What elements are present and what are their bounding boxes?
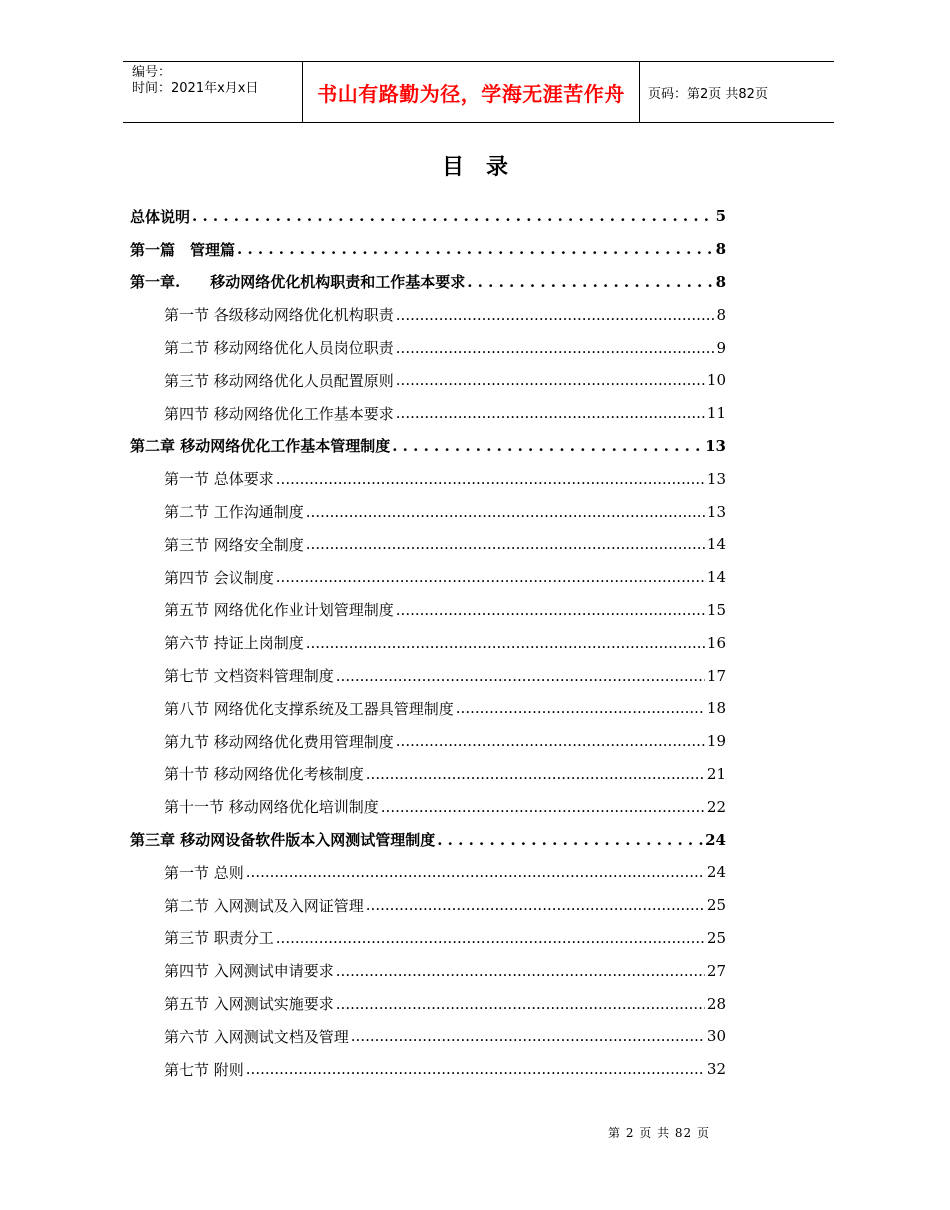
toc-entry[interactable]	[130, 200, 726, 233]
toc-dot-leader	[246, 863, 705, 881]
toc-entry-page: 22	[706, 797, 726, 816]
toc-dot-leader	[456, 699, 705, 717]
toc-entry-page: 27	[706, 961, 726, 980]
toc-entry[interactable]	[130, 462, 726, 495]
header-meta	[123, 62, 303, 122]
toc-dot-leader	[396, 339, 715, 357]
toc-entry[interactable]	[130, 889, 726, 922]
toc-entry-page: 8	[715, 272, 726, 291]
toc-entry[interactable]	[130, 364, 726, 397]
toc-entry-page: 28	[706, 994, 726, 1013]
toc-entry[interactable]	[130, 594, 726, 627]
page-header	[123, 61, 834, 123]
toc-entry-page: 14	[706, 568, 726, 587]
toc-dot-leader	[336, 995, 705, 1013]
toc-dot-leader	[306, 535, 705, 553]
document-time-label: 时间：2021年x月x日	[132, 81, 259, 96]
toc-entry[interactable]	[130, 758, 726, 791]
page-footer: 第 2 页 共 82 页	[608, 1126, 710, 1140]
toc-dot-leader	[366, 765, 705, 783]
toc-entry[interactable]	[130, 266, 726, 299]
toc-entry-page: 18	[706, 699, 726, 718]
toc-entry[interactable]	[130, 561, 726, 594]
toc-entry-title: 第六节 入网测试文档及管理	[164, 1027, 349, 1046]
toc-entry-title: 第一节 总体要求	[164, 470, 274, 489]
toc-dot-leader	[336, 962, 705, 980]
toc-entry-page: 8	[716, 305, 726, 324]
toc-dot-leader	[467, 273, 713, 291]
toc-dot-leader	[246, 1060, 705, 1078]
toc-entry[interactable]	[130, 430, 726, 463]
toc-entry[interactable]	[130, 790, 726, 823]
header-motto: 书山有路勤为径，学海无涯苦作舟	[303, 62, 640, 122]
toc-entry-page: 25	[706, 928, 726, 947]
toc-entry-title: 第一章. 移动网络优化机构职责和工作基本要求	[130, 273, 466, 292]
toc-entry-title: 第四节 移动网络优化工作基本要求	[164, 404, 394, 423]
toc-entry-page: 9	[716, 338, 726, 357]
toc-entry-title: 第三节 网络安全制度	[164, 535, 304, 554]
toc-dot-leader	[276, 568, 705, 586]
toc-entry-page: 14	[706, 535, 726, 554]
table-of-contents	[130, 200, 726, 1086]
toc-entry-page: 21	[706, 764, 726, 783]
toc-entry-title: 第十一节 移动网络优化培训制度	[164, 798, 379, 817]
toc-entry[interactable]	[130, 626, 726, 659]
toc-entry[interactable]	[130, 659, 726, 692]
toc-entry-title: 总体说明	[130, 207, 191, 226]
toc-entry[interactable]	[130, 331, 726, 364]
toc-entry-page: 32	[706, 1060, 726, 1079]
toc-entry[interactable]	[130, 987, 726, 1020]
toc-entry[interactable]	[130, 298, 726, 331]
toc-entry-title: 第五节 网络优化作业计划管理制度	[164, 601, 394, 620]
toc-dot-leader	[276, 929, 705, 947]
toc-entry-page: 10	[706, 371, 726, 390]
toc-entry[interactable]	[130, 528, 726, 561]
toc-entry[interactable]	[130, 495, 726, 528]
toc-dot-leader	[396, 732, 705, 750]
page-title: 目录	[441, 154, 530, 180]
toc-entry-page: 25	[706, 896, 726, 915]
toc-entry-title: 第九节 移动网络优化费用管理制度	[164, 732, 394, 751]
toc-entry-page: 15	[706, 600, 726, 619]
toc-dot-leader	[396, 601, 705, 619]
toc-entry-page: 30	[706, 1027, 726, 1046]
toc-entry-page: 24	[706, 863, 726, 882]
toc-dot-leader	[306, 503, 705, 521]
toc-dot-leader	[366, 896, 705, 914]
toc-entry[interactable]	[130, 823, 726, 856]
toc-dot-leader	[237, 240, 714, 258]
toc-entry-title: 第五节 入网测试实施要求	[164, 995, 334, 1014]
toc-dot-leader	[392, 437, 703, 455]
toc-entry-page: 13	[705, 436, 726, 455]
toc-entry-title: 第四节 入网测试申请要求	[164, 962, 334, 981]
toc-entry-title: 第四节 会议制度	[164, 568, 274, 587]
toc-entry-page: 24	[705, 830, 726, 849]
toc-entry-title: 第三节 职责分工	[164, 929, 274, 948]
toc-dot-leader	[437, 831, 703, 849]
toc-entry-title: 第十节 移动网络优化考核制度	[164, 765, 364, 784]
toc-dot-leader	[192, 207, 714, 225]
toc-entry[interactable]	[130, 1053, 726, 1086]
toc-entry-page: 8	[715, 240, 726, 259]
document-number-label: 编号：	[132, 65, 172, 80]
toc-entry-title: 第三节 移动网络优化人员配置原则	[164, 371, 394, 390]
toc-entry-title: 第二节 工作沟通制度	[164, 503, 304, 522]
header-page-info: 页码：第2页 共82页	[648, 86, 768, 102]
toc-entry-title: 第一篇 管理篇	[130, 240, 236, 259]
toc-entry-page: 17	[706, 666, 726, 685]
toc-entry[interactable]	[130, 1020, 726, 1053]
toc-dot-leader	[306, 634, 705, 652]
toc-entry-title: 第六节 持证上岗制度	[164, 634, 304, 653]
toc-entry[interactable]	[130, 692, 726, 725]
toc-entry-page: 16	[706, 633, 726, 652]
toc-entry[interactable]	[130, 922, 726, 955]
toc-entry[interactable]	[130, 856, 726, 889]
toc-entry-title: 第七节 附则	[164, 1060, 244, 1079]
toc-entry[interactable]	[130, 397, 726, 430]
toc-entry-page: 11	[706, 404, 726, 423]
toc-entry-page: 5	[715, 207, 726, 226]
toc-entry-title: 第二节 入网测试及入网证管理	[164, 896, 364, 915]
toc-dot-leader	[381, 798, 705, 816]
toc-entry-title: 第七节 文档资料管理制度	[164, 667, 334, 686]
toc-entry-title: 第八节 网络优化支撑系统及工器具管理制度	[164, 699, 454, 718]
toc-entry-title: 第三章 移动网设备软件版本入网测试管理制度	[130, 831, 436, 850]
toc-entry-title: 第二章 移动网络优化工作基本管理制度	[130, 437, 391, 456]
toc-dot-leader	[396, 306, 715, 324]
toc-dot-leader	[351, 1027, 705, 1045]
toc-entry[interactable]	[130, 725, 726, 758]
toc-entry-page: 13	[706, 502, 726, 521]
toc-dot-leader	[396, 371, 705, 389]
toc-entry-page: 19	[706, 732, 726, 751]
toc-entry[interactable]	[130, 954, 726, 987]
toc-entry-title: 第一节 总则	[164, 863, 244, 882]
toc-dot-leader	[396, 404, 705, 422]
toc-entry-page: 13	[706, 469, 726, 488]
toc-dot-leader	[336, 667, 705, 685]
toc-entry[interactable]	[130, 233, 726, 266]
toc-entry-title: 第二节 移动网络优化人员岗位职责	[164, 339, 394, 358]
toc-dot-leader	[276, 470, 705, 488]
toc-entry-title: 第一节 各级移动网络优化机构职责	[164, 306, 394, 325]
